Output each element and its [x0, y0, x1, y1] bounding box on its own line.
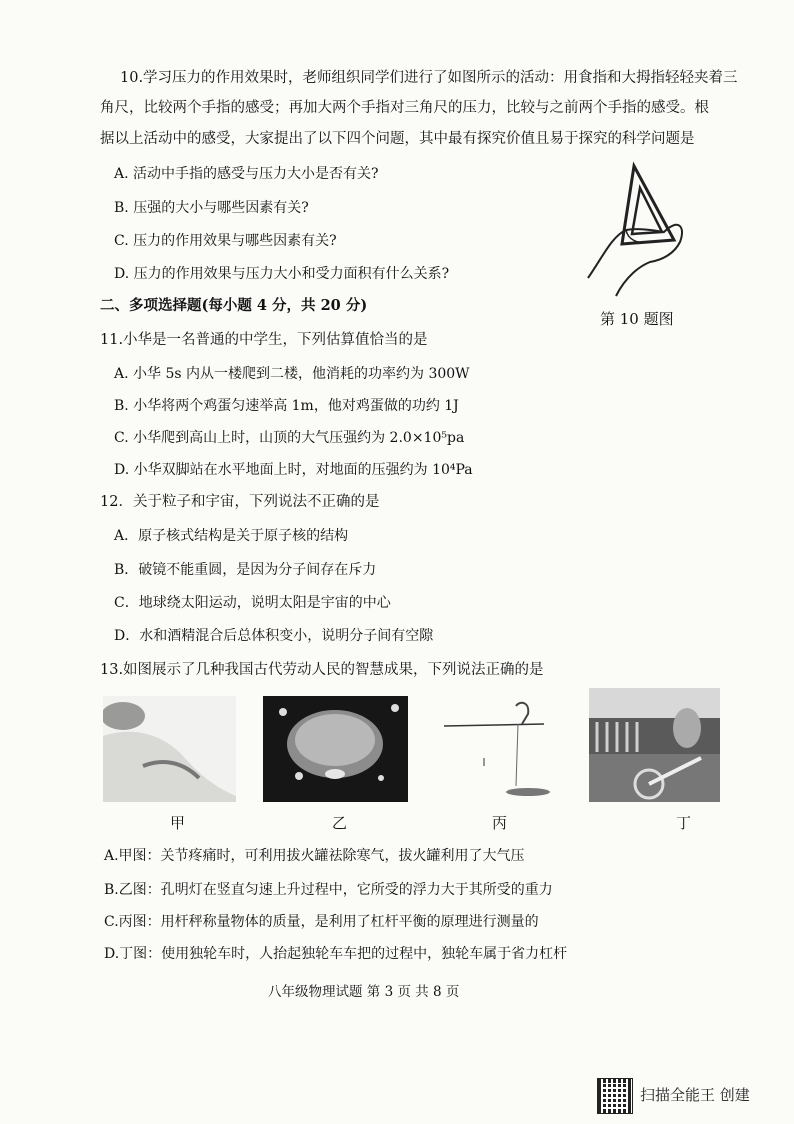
q11-stem: 11.小华是一名普通的中学生，下列估算值恰当的是 [100, 332, 428, 348]
q10-option-a: A. 活动中手指的感受与压力大小是否有关? [114, 166, 379, 182]
q10-stem-line2: 角尺，比较两个手指的感受；再加大两个手指对三角尺的压力，比较与之前两个手指的感受。根 [100, 100, 709, 116]
q10-stem-line1: 10.学习压力的作用效果时，老师组织同学们进行了如图所示的活动：用食指和大拇指轻轻夹着三 [120, 70, 738, 86]
section-heading-multi-choice: 二、多项选择题(每小题 4 分，共 20 分) [100, 297, 368, 314]
q10-option-d: D. 压力的作用效果与压力大小和受力面积有什么关系? [114, 266, 450, 282]
q11-option-c: C. 小华爬到高山上时，山顶的大气压强约为 2.0×10⁵pa [114, 430, 465, 446]
q13-label-yi: 乙 [332, 814, 348, 832]
q10-stem-line3: 据以上活动中的感受，大家提出了以下四个问题，其中最有探究价值且易于探究的科学问题是 [100, 131, 695, 147]
q13-option-d: D.丁图：使用独轮车时，人抬起独轮车车把的过程中，独轮车属于省力杠杆 [104, 946, 568, 962]
q10-figure-hand-triangle [582, 158, 694, 298]
q12-option-d: D．水和酒精混合后总体积变小，说明分子间有空隙 [114, 628, 434, 644]
q13-option-c: C.丙图：用杆秤称量物体的质量，是利用了杠杆平衡的原理进行测量的 [104, 914, 539, 930]
hand-triangle-drawing [582, 158, 694, 298]
q13-option-a: A.甲图：关节疼痛时，可利用拔火罐祛除寒气，拔火罐利用了大气压 [104, 848, 525, 864]
q11-option-b: B. 小华将两个鸡蛋匀速举高 1m，他对鸡蛋做的功约 1J [114, 398, 459, 414]
q13-label-bing: 丙 [492, 814, 508, 832]
scanner-watermark: 扫描全能王 创建 [640, 1086, 750, 1104]
q13-stem: 13.如图展示了几种我国古代劳动人民的智慧成果，下列说法正确的是 [100, 662, 544, 678]
q13-label-ding: 丁 [676, 814, 692, 832]
q13-option-b: B.乙图：孔明灯在竖直匀速上升过程中，它所受的浮力大于其所受的重力 [104, 882, 553, 898]
q13-image-ding-wheelbarrow [589, 688, 720, 802]
q11-option-a: A. 小华 5s 内从一楼爬到二楼，他消耗的功率约为 300W [114, 366, 470, 382]
q11-option-d: D. 小华双脚站在水平地面上时，对地面的压强约为 10⁴Pa [114, 462, 473, 478]
q12-option-c: C．地球绕太阳运动，说明太阳是宇宙的中心 [114, 595, 391, 611]
q13-image-yi-kongming-lantern [263, 696, 408, 802]
q13-label-jia: 甲 [170, 814, 186, 832]
page-footer: 八年级物理试题 第 3 页 共 8 页 [268, 984, 460, 1000]
q10-option-c: C. 压力的作用效果与哪些因素有关? [114, 233, 337, 249]
q13-image-bing-steelyard [440, 696, 562, 802]
q10-option-b: B. 压强的大小与哪些因素有关? [114, 200, 309, 216]
q12-stem: 12．关于粒子和宇宙，下列说法不正确的是 [100, 494, 380, 510]
qr-code-icon [597, 1078, 633, 1114]
q12-option-a: A．原子核式结构是关于原子核的结构 [114, 528, 349, 544]
q10-figure-caption: 第 10 题图 [600, 310, 674, 328]
q12-option-b: B．破镜不能重圆，是因为分子间存在斥力 [114, 562, 377, 578]
q13-image-jia-cupping [103, 696, 236, 802]
